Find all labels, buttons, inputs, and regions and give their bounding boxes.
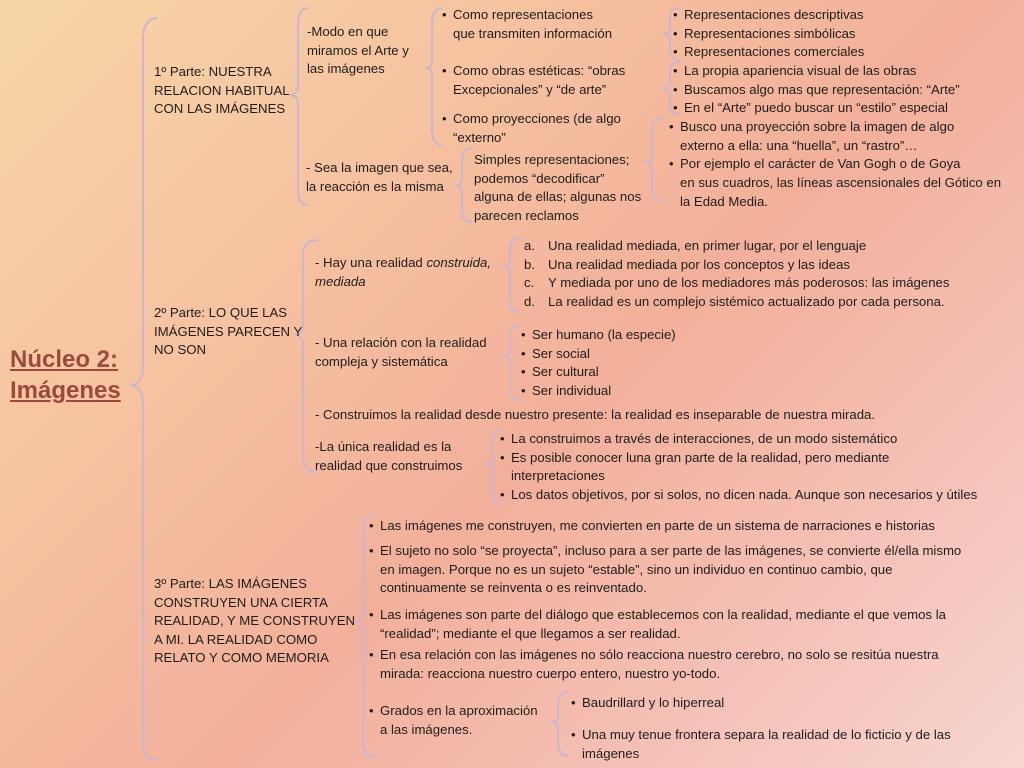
simples-text: Simples representaciones; podemos “decodificar” alguna de ellas; algunas nos parecen reclamos — [474, 152, 642, 223]
p3-item-1 — [369, 517, 935, 536]
grados-label — [369, 702, 538, 739]
grados-brace — [551, 692, 568, 756]
list-item: • Representaciones simbólicas — [673, 25, 864, 44]
proy-list — [669, 118, 1001, 212]
grados-item-2 — [571, 726, 951, 763]
repr-list — [673, 6, 864, 62]
modo-item-text: • Como proyecciones (de algo “externo” — [442, 110, 621, 147]
list-item: • Las imágenes son parte del diálogo que establecemos con la realidad, mediante el que vemos la “realidad”; mediante el que llegamos a ser realidad. — [369, 606, 946, 643]
list-item: • Representaciones comerciales — [673, 43, 864, 62]
list-text: Una realidad mediada por los conceptos y las ideas — [548, 256, 851, 272]
part2-label: 2º Parte: LO QUE LAS IMÁGENES PARECEN Y NO SON — [154, 305, 303, 357]
p3-item-2 — [369, 542, 961, 598]
hay-brace — [503, 238, 520, 312]
modo-brace — [425, 8, 442, 145]
list-marker: d. — [524, 294, 535, 310]
obras-list — [673, 62, 960, 118]
list-item: • El sujeto no solo “se proyecta”, incluso para a ser parte de las imágenes, se convierte él/ella mismo en imagen. Porque no es un sujeto “estable”, sino un individuo en continuo cambio, que continuamente se reinventa o es reinventado. — [369, 542, 961, 598]
relacion-label: - Una relación con la realidad compleja y sistemática — [315, 335, 487, 369]
list-item: • La construimos a través de interacciones, de un modo sistemático — [500, 430, 977, 449]
hay-prefix: - Hay una realidad — [315, 255, 427, 270]
list-item — [524, 293, 949, 312]
list-item: • Ser social — [521, 345, 676, 364]
list-marker: b. — [524, 256, 535, 272]
list-item: • Representaciones descriptivas — [673, 6, 864, 25]
unica-label: -La única realidad es la realidad que construimos — [315, 439, 463, 473]
list-marker: c. — [524, 275, 535, 291]
sea-label: - Sea la imagen que sea, la reacción es la misma — [306, 160, 453, 194]
list-item: • Ser humano (la especie) — [521, 326, 676, 345]
list-item — [524, 237, 949, 256]
sea-brace — [455, 148, 472, 222]
relacion-brace — [503, 326, 520, 400]
list-item — [524, 274, 949, 293]
list-item: • En el “Arte” puedo buscar un “estilo” especial — [673, 99, 960, 118]
grados-item-1 — [571, 694, 724, 713]
modo-item-text: • Como representaciones que transmiten información — [442, 6, 612, 43]
list-item: • Por ejemplo el carácter de Van Gogh o de Goya en sus cuadros, las líneas ascensionales del Gótico en la Edad Media. — [669, 155, 1001, 211]
list-item: • En esa relación con las imágenes no sólo reacciona nuestro cerebro, no solo se resitúa nuestra mirada: reacciona nuestro cuerpo entero, nuestro yo-todo. — [369, 646, 939, 683]
list-item: • Ser individual — [521, 382, 676, 401]
modo-item-1 — [442, 6, 612, 43]
modo-item-3 — [442, 110, 621, 147]
list-item: • Busco una proyección sobre la imagen de algo externo a ella: una “huella”, un “rastro”… — [669, 118, 1001, 155]
list-marker: a. — [524, 238, 535, 253]
part3-label: 3º Parte: LAS IMÁGENES CONSTRUYEN UNA CIERTA REALIDAD, Y ME CONSTRUYEN A MI. LA REALIDAD COMO RELATO Y COMO MEMORIA — [154, 576, 356, 665]
main-title: Núcleo 2: Imágenes — [10, 346, 121, 404]
modo-item-2 — [442, 62, 625, 99]
list-item: • Una muy tenue frontera separa la realidad de lo ficticio y de las imágenes — [571, 726, 951, 763]
p3-item-3 — [369, 606, 946, 643]
relacion-list — [521, 326, 676, 401]
list-item: • Es posible conocer luna gran parte de la realidad, pero mediante interpretaciones — [500, 449, 977, 486]
p3-item-4 — [369, 646, 939, 683]
list-item: • Las imágenes me construyen, me convierten en parte de un sistema de narraciones e historias — [369, 517, 935, 536]
list-item: • Grados en la aproximación a las imágenes. — [369, 702, 538, 739]
hay-label — [315, 254, 491, 291]
proy-brace — [646, 118, 662, 200]
list-item: • Los datos objetivos, por si solos, no dicen nada. Aunque son necesarios y útiles — [500, 486, 977, 505]
list-text: Y mediada por uno de los mediadores más poderosos: las imágenes — [548, 275, 950, 291]
hay-list — [524, 237, 949, 312]
unica-list — [500, 430, 977, 505]
modo-item-text: • Como obras estéticas: “obras Excepcionales” y “de arte” — [442, 62, 625, 99]
list-text: Una realidad mediada, en primer lugar, por el lenguaje — [548, 238, 867, 253]
hay-italic: construida, mediada — [315, 255, 491, 289]
construimos-text: - Construimos la realidad desde nuestro presente: la realidad es inseparable de nuestra mirada. — [315, 407, 876, 422]
list-item: • La propia apariencia visual de las obras — [673, 62, 960, 81]
list-item: • Buscamos algo mas que representación: “Arte” — [673, 81, 960, 100]
list-text: La realidad es un complejo sistémico actualizado por cada persona. — [548, 294, 945, 310]
list-item: • Baudrillard y lo hiperreal — [571, 694, 724, 713]
modo-label: -Modo en que miramos el Arte y las imágenes — [307, 24, 409, 76]
part1-label: 1º Parte: NUESTRA RELACION HABITUAL CON LAS IMÁGENES — [154, 64, 290, 116]
list-item — [524, 256, 949, 275]
list-item: • Ser cultural — [521, 363, 676, 382]
